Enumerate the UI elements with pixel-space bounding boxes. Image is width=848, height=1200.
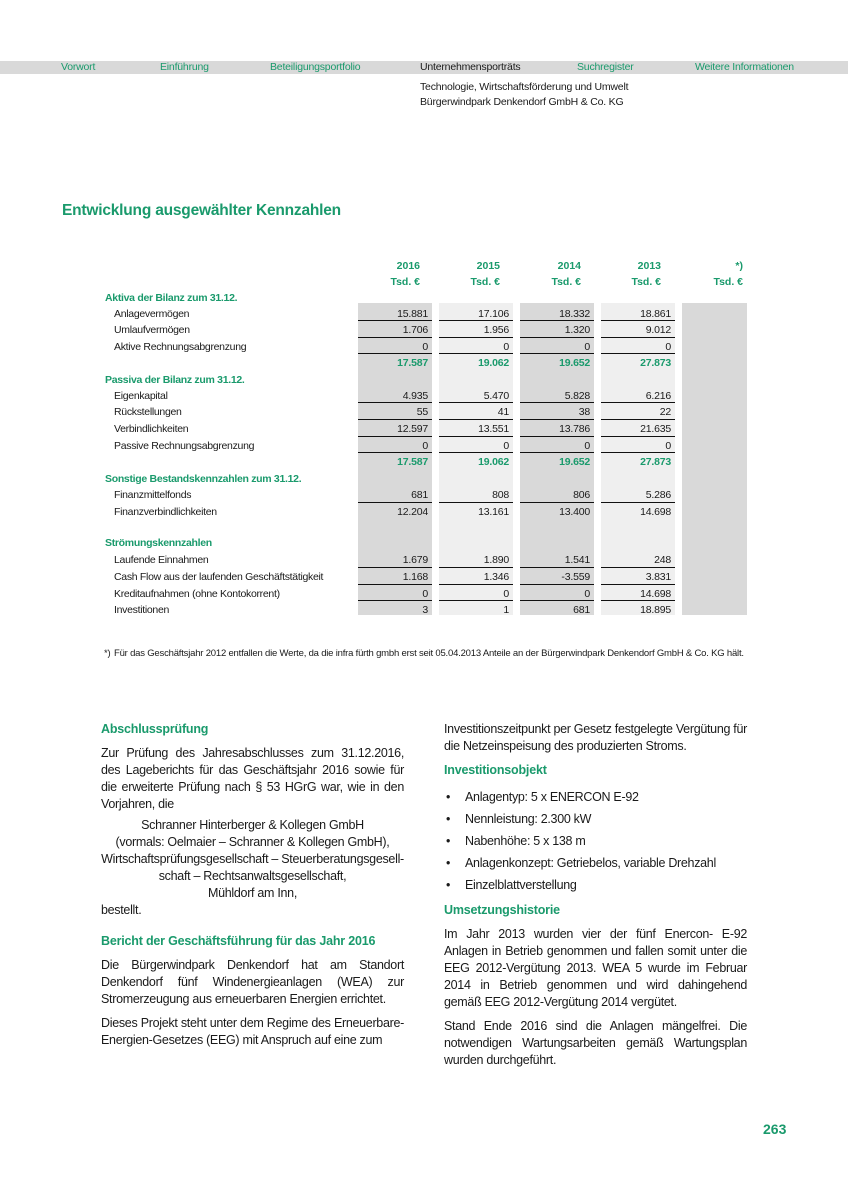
table-cell: 3 — [422, 604, 428, 616]
table-cell: 5.470 — [483, 390, 509, 402]
heading-umsetzungshistorie: Umsetzungshistorie — [444, 903, 560, 917]
table-cell: 41 — [497, 406, 509, 418]
list-item: • Nennleistung: 2.300 kW — [444, 808, 747, 830]
divider — [439, 419, 513, 420]
divider — [601, 320, 675, 321]
table-cell: 14.698 — [640, 588, 671, 600]
table-total-cell: 17.587 — [397, 456, 428, 468]
top-navigation-bar — [0, 61, 848, 74]
continued-paragraph: Investitionszeitpunkt per Gesetz festgelegte Vergütung für die Netzeinspeisung des produzierten Stroms. — [444, 722, 747, 753]
row-label: Eigenkapital — [114, 390, 168, 402]
divider — [358, 353, 432, 354]
divider — [358, 584, 432, 585]
divider — [439, 567, 513, 568]
table-total-cell: 19.062 — [478, 456, 509, 468]
divider — [520, 584, 594, 585]
section-heading-passiva: Passiva der Bilanz zum 31.12. — [105, 374, 245, 386]
table-cell: 681 — [411, 489, 428, 501]
divider — [520, 567, 594, 568]
list-item: • Nabenhöhe: 5 x 138 m — [444, 830, 747, 852]
divider — [601, 402, 675, 403]
row-label: Investitionen — [114, 604, 170, 616]
table-cell: 17.106 — [478, 308, 509, 320]
column-header-2014 — [501, 258, 581, 290]
table-cell: 681 — [573, 604, 590, 616]
column-year: 2015 — [476, 260, 500, 272]
table-cell: 6.216 — [645, 390, 671, 402]
table-cell: 1.890 — [483, 554, 509, 566]
auditor-block — [101, 817, 404, 902]
table-cell: 808 — [492, 489, 509, 501]
divider — [358, 600, 432, 601]
nav-item-suchregister[interactable]: Suchregister — [577, 61, 634, 73]
row-label: Laufende Einnahmen — [114, 554, 209, 566]
divider — [520, 402, 594, 403]
table-cell: 18.332 — [559, 308, 590, 320]
auditor-line: Schranner Hinterberger & Kollegen GmbH — [141, 818, 364, 832]
list-item: • Einzelblattverstellung — [444, 874, 747, 896]
section-heading-aktiva: Aktiva der Bilanz zum 31.12. — [105, 292, 238, 304]
table-total-cell: 17.587 — [397, 357, 428, 369]
table-cell: 15.881 — [397, 308, 428, 320]
row-label: Kreditaufnahmen (ohne Kontokorrent) — [114, 588, 280, 600]
divider — [358, 567, 432, 568]
footnote-text: Für das Geschäftsjahr 2012 entfallen die Werte, da die infra fürth gmbh erst seit 05.04.2013 Anteile an der Bürgerwindpark Denkendorf GmbH & Co. KG hält. — [114, 648, 744, 659]
table-total-cell: 19.062 — [478, 357, 509, 369]
column-header-2013 — [581, 258, 661, 290]
column-header-footnote — [663, 258, 743, 290]
table-cell: 0 — [422, 588, 428, 600]
page-number: 263 — [763, 1121, 787, 1137]
table-cell: 12.204 — [397, 506, 428, 518]
table-cell: 38 — [578, 406, 590, 418]
investment-list — [444, 786, 747, 896]
auditor-line: schaft – Rechtsanwaltsgesellschaft, — [158, 869, 347, 883]
table-cell: 0 — [665, 341, 671, 353]
auditor-line: Wirtschaftsprüfungsgesellschaft – Steuerberatungsgesell- — [101, 852, 404, 866]
row-label: Cash Flow aus der laufenden Geschäftstätigkeit — [114, 571, 324, 583]
column-bg-footnote — [682, 303, 747, 615]
table-cell: 18.861 — [640, 308, 671, 320]
divider — [439, 402, 513, 403]
list-item: • Anlagentyp: 5 x ENERCON E-92 — [444, 786, 747, 808]
heading-investitionsobjekt: Investitionsobjekt — [444, 763, 547, 777]
table-cell: 806 — [573, 489, 590, 501]
row-label: Rückstellungen — [114, 406, 182, 418]
section-heading-sonstige: Sonstige Bestandskennzahlen zum 31.12. — [105, 473, 302, 485]
table-cell: 0 — [503, 341, 509, 353]
table-cell: 248 — [654, 554, 671, 566]
divider — [520, 502, 594, 503]
divider — [439, 452, 513, 453]
table-cell: 4.935 — [402, 390, 428, 402]
divider — [439, 502, 513, 503]
table-total-cell: 19.652 — [559, 456, 590, 468]
left-text-column — [101, 721, 404, 1056]
list-item: • Anlagenkonzept: Getriebelos, variable Drehzahl — [444, 852, 747, 874]
table-cell: 13.551 — [478, 423, 509, 435]
row-label: Verbindlichkeiten — [114, 423, 189, 435]
divider — [601, 337, 675, 338]
table-cell: 0 — [422, 440, 428, 452]
table-cell: 1.679 — [402, 554, 428, 566]
table-cell: 0 — [584, 341, 590, 353]
table-cell: 22 — [659, 406, 671, 418]
divider — [601, 567, 675, 568]
table-cell: 5.286 — [645, 489, 671, 501]
table-cell: 5.828 — [564, 390, 590, 402]
audit-outro: bestellt. — [101, 903, 142, 917]
row-label: Aktive Rechnungsabgrenzung — [114, 341, 247, 353]
column-year: 2013 — [637, 260, 661, 272]
row-label: Finanzmittelfonds — [114, 489, 192, 501]
nav-item-unternehmensportraets[interactable]: Unternehmensporträts — [420, 61, 521, 73]
table-total-cell: 27.873 — [640, 456, 671, 468]
divider — [439, 353, 513, 354]
table-cell: 3.831 — [645, 571, 671, 583]
nav-item-beteiligungsportfolio[interactable]: Beteiligungsportfolio — [270, 61, 361, 73]
table-cell: 1.346 — [483, 571, 509, 583]
divider — [601, 436, 675, 437]
nav-item-weitere-informationen[interactable]: Weitere Informationen — [695, 61, 794, 73]
table-cell: 12.597 — [397, 423, 428, 435]
divider — [520, 419, 594, 420]
divider — [439, 584, 513, 585]
divider — [601, 584, 675, 585]
table-cell: 0 — [665, 440, 671, 452]
table-cell: 18.895 — [640, 604, 671, 616]
column-unit: Tsd. € — [551, 276, 581, 288]
table-cell: 13.161 — [478, 506, 509, 518]
column-header-2015 — [420, 258, 500, 290]
divider — [601, 452, 675, 453]
column-header-2016 — [340, 258, 420, 290]
footnote-mark: *) — [104, 648, 111, 659]
table-cell: 1.541 — [564, 554, 590, 566]
row-label: Umlaufvermögen — [114, 324, 190, 336]
divider — [601, 353, 675, 354]
row-label: Anlagevermögen — [114, 308, 190, 320]
divider — [439, 600, 513, 601]
divider — [358, 502, 432, 503]
table-cell: 1.320 — [564, 324, 590, 336]
breadcrumb — [420, 80, 628, 110]
table-cell: 1.168 — [402, 571, 428, 583]
table-total-cell: 19.652 — [559, 357, 590, 369]
table-cell: 1.956 — [483, 324, 509, 336]
table-cell: 13.400 — [559, 506, 590, 518]
breadcrumb-company[interactable]: Bürgerwindpark Denkendorf GmbH & Co. KG — [420, 96, 624, 108]
column-year: *) — [735, 260, 743, 272]
divider — [520, 436, 594, 437]
divider — [520, 600, 594, 601]
row-label: Passive Rechnungsabgrenzung — [114, 440, 255, 452]
table-cell: 1 — [503, 604, 509, 616]
column-year: 2014 — [557, 260, 581, 272]
history-paragraph-2: Stand Ende 2016 sind die Anlagen mängelfrei. Die notwendigen Wartungsarbeiten gemäß Wartungsplan wurden durchgeführt. — [444, 1019, 747, 1067]
auditor-line: Mühldorf am Inn, — [208, 886, 297, 900]
divider — [358, 402, 432, 403]
column-year: 2016 — [396, 260, 420, 272]
divider — [601, 600, 675, 601]
table-cell: 0 — [422, 341, 428, 353]
table-cell: -3.559 — [561, 571, 590, 583]
table-cell: 0 — [503, 588, 509, 600]
table-cell: 13.786 — [559, 423, 590, 435]
divider — [520, 353, 594, 354]
auditor-line: (vormals: Oelmaier – Schranner & Kollegen GmbH), — [115, 835, 390, 849]
page-title: Entwicklung ausgewählter Kennzahlen — [62, 202, 341, 219]
heading-abschlusspruefung: Abschlussprüfung — [101, 722, 209, 736]
section-heading-stroemung: Strömungskennzahlen — [105, 537, 212, 549]
table-footnote — [104, 647, 754, 660]
divider — [358, 320, 432, 321]
divider — [601, 502, 675, 503]
divider — [439, 337, 513, 338]
heading-bericht-geschaeftsfuehrung: Bericht der Geschäftsführung für das Jahr 2016 — [101, 934, 376, 948]
table-cell: 21.635 — [640, 423, 671, 435]
nav-item-vorwort[interactable]: Vorwort — [61, 61, 96, 73]
divider — [520, 320, 594, 321]
divider — [358, 419, 432, 420]
report-paragraph-2: Dieses Projekt steht unter dem Regime des Erneuerbare-Energien-Gesetzes (EEG) mit Anspruch auf eine zum — [101, 1016, 404, 1047]
history-paragraph-1: Im Jahr 2013 wurden vier der fünf Enercon- E-92 Anlagen in Betrieb genommen und fallen somit unter die EEG 2012-Vergütung 2013. WEA 5 wurde im Februar 2014 in Betrieb genommen und wird dahingehend gemäß EEG 2012-Vergütung 2014 vergütet. — [444, 927, 747, 1009]
column-unit: Tsd. € — [631, 276, 661, 288]
divider — [358, 452, 432, 453]
right-text-column — [444, 721, 747, 1076]
table-total-cell: 27.873 — [640, 357, 671, 369]
divider — [520, 452, 594, 453]
row-label: Finanzverbindlichkeiten — [114, 506, 217, 518]
table-cell: 55 — [416, 406, 428, 418]
report-paragraph-1: Die Bürgerwindpark Denkendorf hat am Standort Denkendorf fünf Windenergieanlagen (WEA) zur Stromerzeugung aus erneuerbaren Energien errichtet. — [101, 958, 404, 1006]
nav-item-einfuehrung[interactable]: Einführung — [160, 61, 209, 73]
divider — [601, 419, 675, 420]
divider — [439, 436, 513, 437]
table-cell: 0 — [503, 440, 509, 452]
divider — [439, 320, 513, 321]
divider — [520, 337, 594, 338]
divider — [358, 337, 432, 338]
audit-intro: Zur Prüfung des Jahresabschlusses zum 31.12.2016, des Lageberichts für das Geschäftsjahr 2016 sowie für die erweiterte Prüfung nach § 53 HGrG war, wie in den Vorjahren, die — [101, 746, 404, 811]
table-cell: 1.706 — [402, 324, 428, 336]
breadcrumb-category[interactable]: Technologie, Wirtschaftsförderung und Umwelt — [420, 81, 629, 93]
divider — [358, 436, 432, 437]
table-cell: 9.012 — [645, 324, 671, 336]
column-unit: Tsd. € — [390, 276, 420, 288]
column-unit: Tsd. € — [713, 276, 743, 288]
table-cell: 0 — [584, 440, 590, 452]
table-cell: 0 — [584, 588, 590, 600]
table-cell: 14.698 — [640, 506, 671, 518]
column-unit: Tsd. € — [470, 276, 500, 288]
